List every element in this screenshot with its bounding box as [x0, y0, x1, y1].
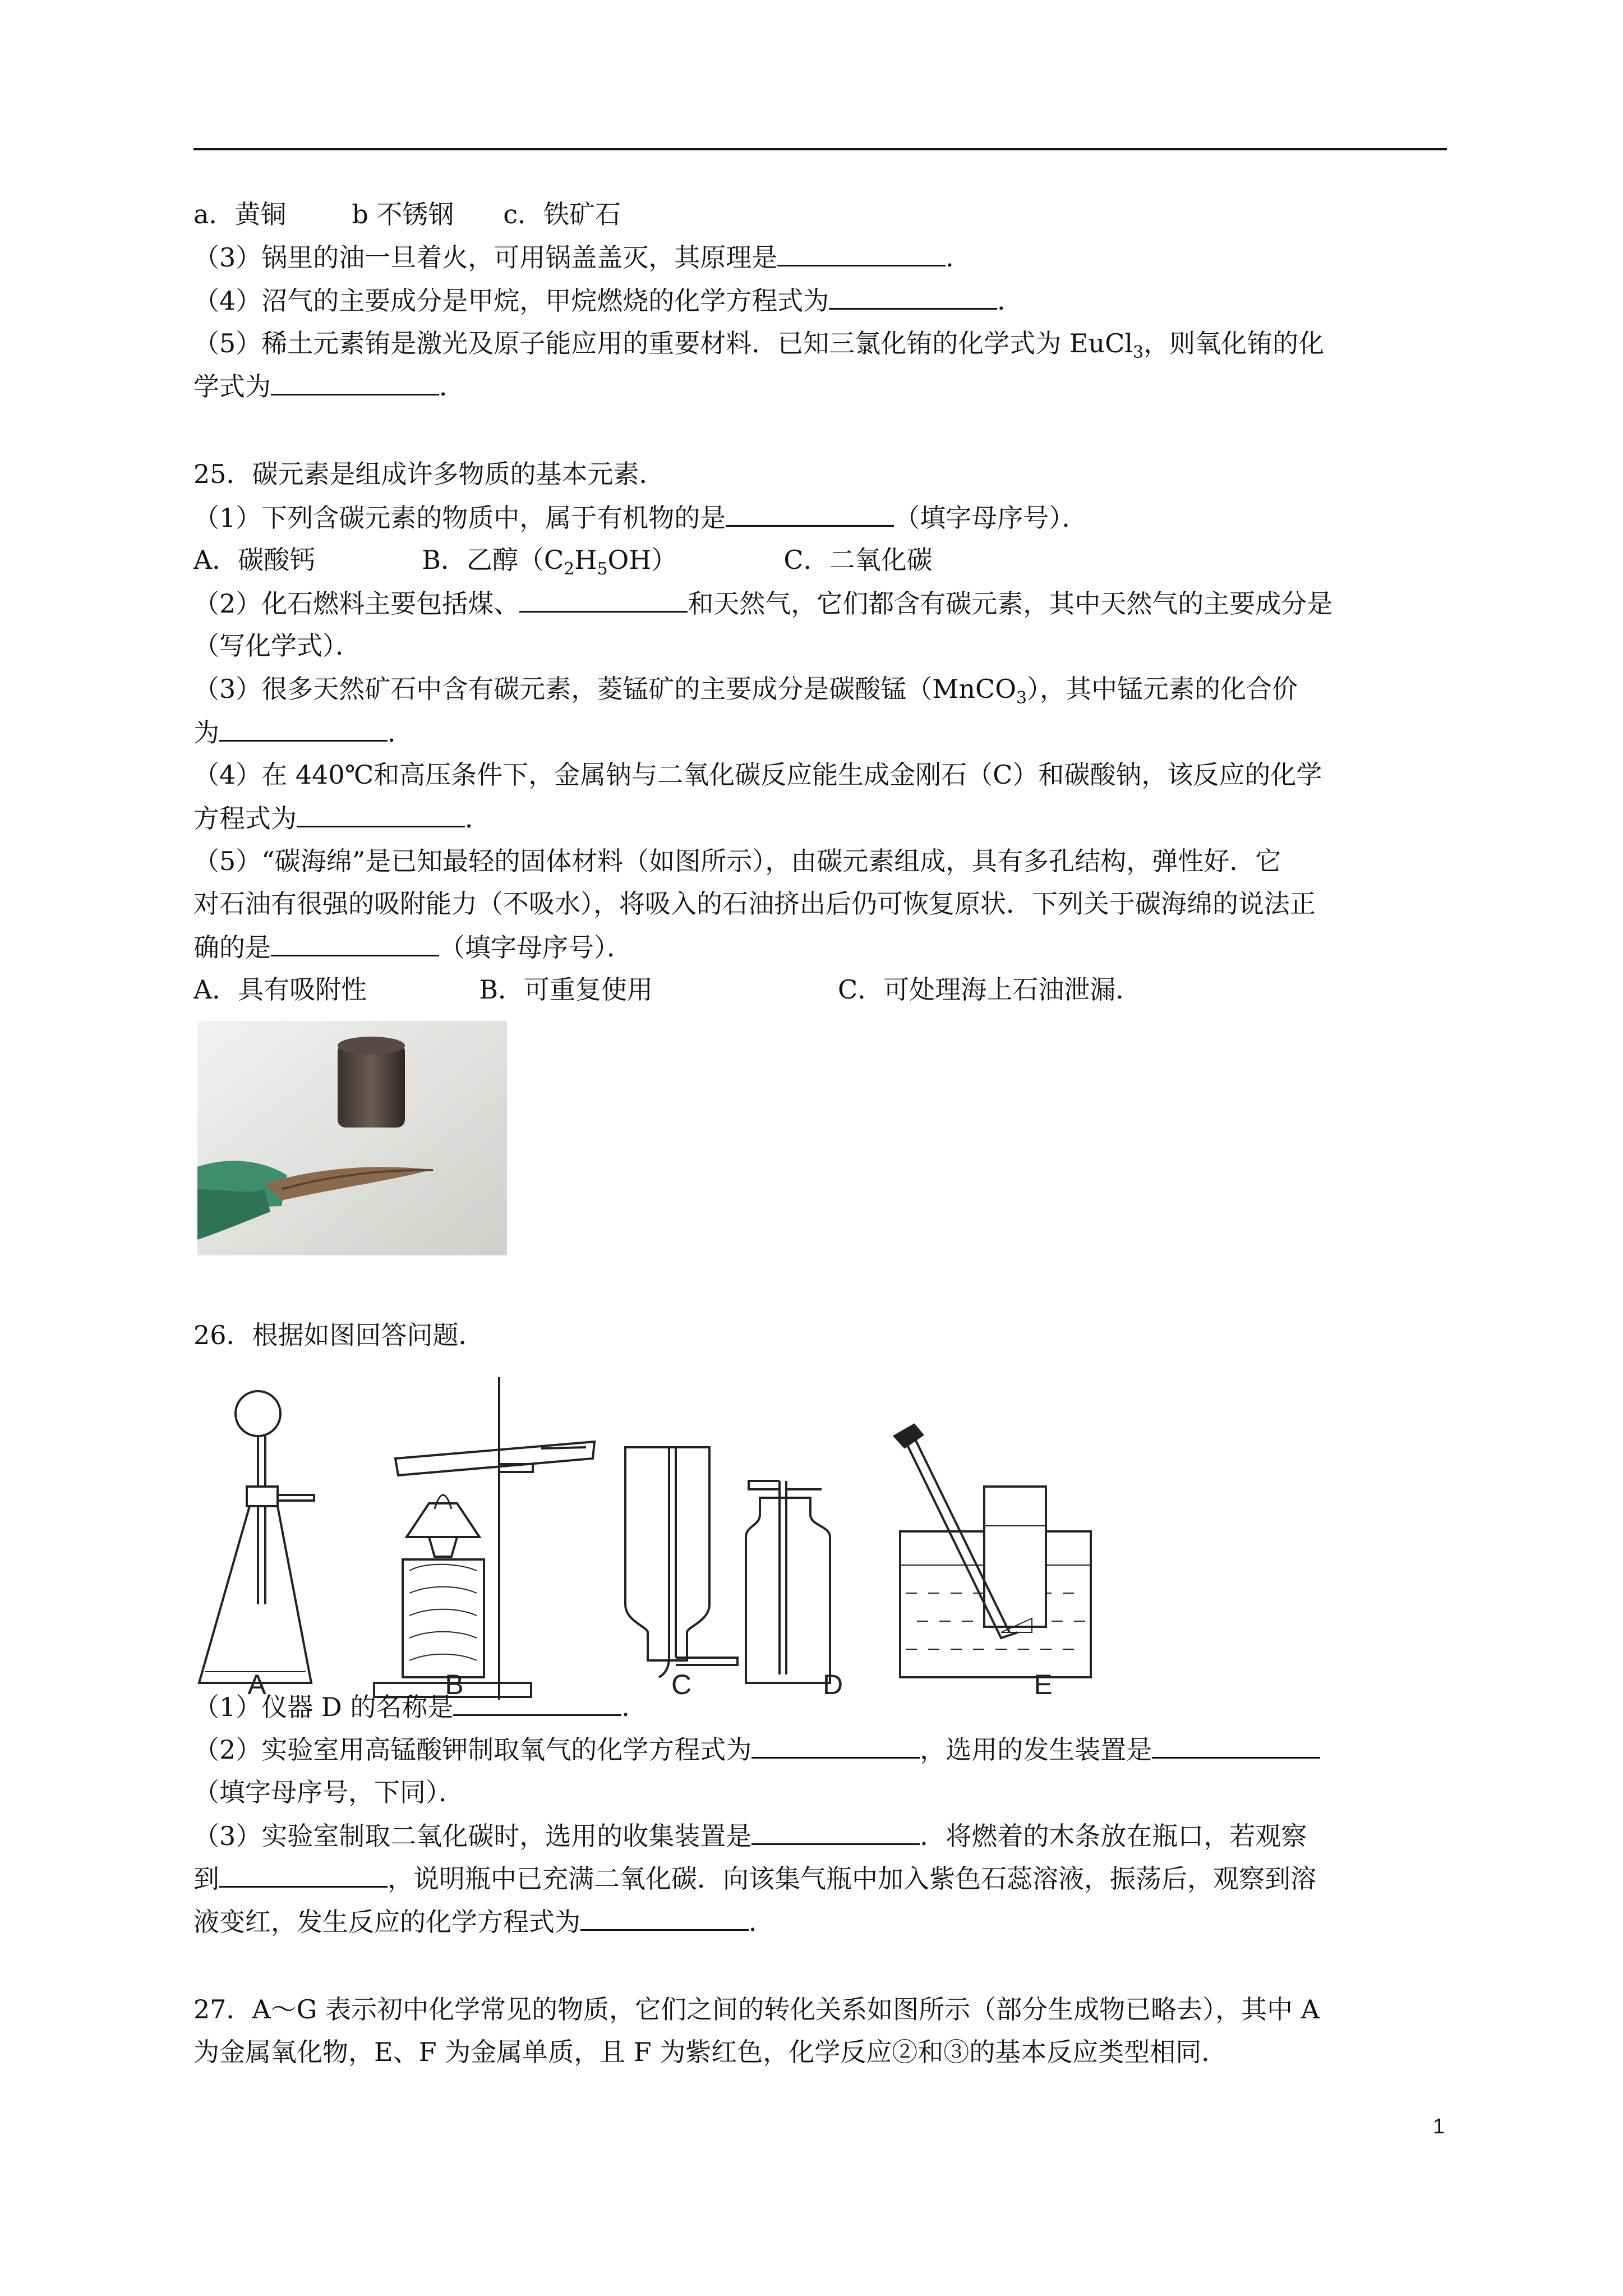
text-line: （3）锅里的油一旦着火，可用锅盖盖灭，其原理是 ． — [193, 240, 971, 274]
text-line: （3）很多天然矿石中含有碳元素，菱锰矿的主要成分是碳酸锰（MnCO$_3$），其中锰元素的化合价 — [193, 674, 1298, 708]
text-line: （4）在 440℃和高压条件下，金属钠与二氧化碳反应能生成金刚石（C）和碳酸钠，该反应的化学 — [193, 760, 1322, 790]
answer-blank — [751, 1732, 920, 1759]
text-line: 方程式为 ． — [193, 801, 491, 835]
apparatus-label-a: A — [247, 1669, 266, 1700]
answer-blank — [453, 1690, 621, 1716]
text-line: （1）仪器 D 的名称是 ． — [193, 1690, 647, 1724]
answer-blank — [1152, 1732, 1320, 1759]
question-27: 27．A～G 表示初中化学常见的物质，它们之间的转化关系如图所示（部分生成物已略去），其中 A — [193, 1994, 1320, 2024]
text-line: 为 ． — [193, 715, 413, 749]
text-line: （2）实验室用高锰酸钾制取氧气的化学方程式为 ，选用的发生装置是 — [193, 1732, 1320, 1766]
answer-blank — [751, 1819, 920, 1845]
apparatus-label-d: D — [822, 1669, 843, 1700]
options-line: A．碳酸钙 B．乙醇$(C_2H_5OH)$ C．二氧化碳 — [193, 545, 933, 579]
text-line: 确的是 （填字母序号）． — [193, 930, 633, 964]
answer-blank — [829, 283, 997, 310]
lab-apparatus-diagram — [193, 1369, 1147, 1700]
carbon-sponge-photo — [197, 1021, 507, 1255]
text-line: （5）稀土元素铕是激光及原子能应用的重要材料．已知三氯化铕的化学式为 EuCl$_3$，则氧化铕的化 — [193, 328, 1325, 363]
apparatus-c — [625, 1447, 737, 1677]
answer-blank — [297, 801, 465, 827]
apparatus-a — [199, 1391, 314, 1683]
text-line: （5）“碳海绵”是已知最轻的固体材料（如图所示），由碳元素组成，具有多孔结构，弹性好．它 — [193, 846, 1281, 876]
apparatus-label-e: E — [1034, 1669, 1053, 1700]
answer-blank — [219, 1861, 388, 1888]
answer-blank — [580, 1904, 749, 1931]
answer-blank — [271, 930, 439, 956]
apparatus-label-b: B — [445, 1669, 464, 1700]
text-line: （写化学式）． — [193, 631, 361, 661]
text-line: 液变红，发生反应的化学方程式为 ． — [193, 1904, 774, 1939]
apparatus-label-c: C — [671, 1669, 692, 1700]
text-line: （4）沼气的主要成分是甲烷，甲烷燃烧的化学方程式为 ． — [193, 283, 1023, 318]
text-line: a．黄铜 b 不锈钢 c．铁矿石 — [193, 199, 621, 229]
text-line: 为金属氧化物，E、F 为金属单质，且 F 为紫红色，化学反应②和③的基本反应类型相同． — [193, 2037, 1228, 2067]
text-line: （填字母序号，下同）． — [193, 1777, 464, 1807]
header-rule — [193, 148, 1447, 150]
question-25-heading: 25．碳元素是组成许多物质的基本元素． — [193, 459, 665, 489]
text-line: 学式为 ． — [193, 369, 465, 403]
answer-blank — [219, 715, 388, 742]
answer-blank — [271, 369, 439, 395]
apparatus-b — [374, 1377, 594, 1700]
text-line: （3）实验室制取二氧化碳时，选用的收集装置是 ．将燃着的木条放在瓶口，若观察 — [193, 1819, 1307, 1853]
page-number: 1 — [1433, 2115, 1445, 2138]
text-line: 到 ，说明瓶中已充满二氧化碳．向该集气瓶中加入紫色石蕊溶液，振荡后，观察到溶 — [193, 1861, 1316, 1895]
answer-blank — [726, 500, 894, 527]
apparatus-e — [895, 1425, 1091, 1677]
text-line: （1）下列含碳元素的物质中，属于有机物的是 （填字母序号）． — [193, 500, 1087, 535]
question-26-heading: 26．根据如图回答问题． — [193, 1320, 485, 1350]
text-line: （2）化石燃料主要包括煤、 和天然气，它们都含有碳元素，其中天然气的主要成分是 — [193, 586, 1332, 620]
answer-blank — [519, 586, 688, 613]
apparatus-d — [746, 1481, 830, 1683]
answer-blank — [777, 240, 946, 266]
text-line: 对石油有很强的吸附能力（不吸水），将吸入的石油挤出后仍可恢复原状．下列关于碳海绵的说法正 — [193, 889, 1316, 919]
options-line: A．具有吸附性 B．可重复使用 C．可处理海上石油泄漏． — [193, 974, 1142, 1005]
